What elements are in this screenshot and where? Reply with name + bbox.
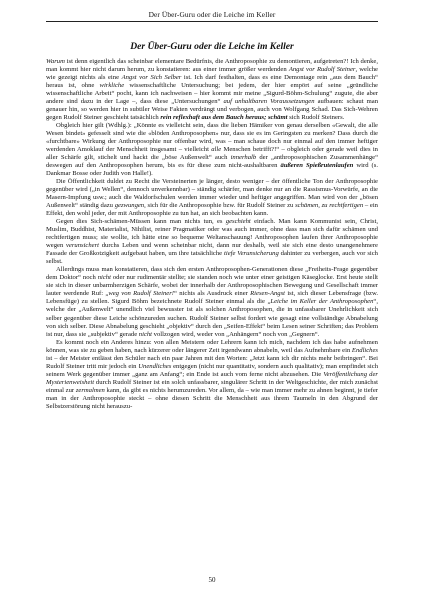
paragraph-text: dahinter zu verbergen, auch vor sich selbst. xyxy=(46,250,378,266)
paragraph-text: ist – der Meister entlässt den Schüler nach ein paar Jahren mit den Worten: „Jetzt kann ich dir nichts mehr beibringen“. Bei Rudolf Steiner tritt mir jedoch ein xyxy=(46,354,378,370)
emphasis-text: rein reflexhaft aus dem Bauch heraus; schämt xyxy=(160,114,288,122)
body-text xyxy=(46,58,378,411)
emphasis-text: Angst vor Rudolf Steiner xyxy=(288,66,356,74)
running-header: Der Über-Guru oder die Leiche im Keller xyxy=(148,10,276,19)
emphasis-text: äußeren Spießrutenlaufen xyxy=(280,162,354,170)
emphasis-text: tiefe Verunsicherung xyxy=(224,250,279,258)
paragraph xyxy=(46,122,378,178)
paragraph-text: ist, sich dieser Lebensfrage (bzw. Lebensfüge) zu stellen. Sigurd Böhm bezeichnete Rudolf Steiner einmal als die „ xyxy=(46,290,378,306)
emphasis-text: Endliches xyxy=(351,346,378,354)
paragraph-text: , welche wie gezeigt nichts als eine xyxy=(46,66,378,82)
paragraph-text: – ein Effekt, den wohl jeder, der mit Anthroposophie zu tun hat, an sich beobachten kann. xyxy=(46,202,378,218)
paragraph-text: , sich für die Anthroposophie bzw. für Rudolf Steiner zu xyxy=(144,202,296,210)
page-number: 50 xyxy=(208,576,216,584)
emphasis-text: nicht xyxy=(138,330,153,338)
emphasis-text: Angst vor Sich Selber xyxy=(121,74,182,82)
paragraph-text: “, welche der „Außenwelt“ unendlich viel bewusster ist als solchen Anthroposophen, die in unfassbarer Unehrlichkeit sich selber gegenüber diese Leiche schönzureden suchen. Rudolf Steiner selbst fordert wie gesagt eine vollständige Abnabelung von sich selber. Diese Abnabelung geschieht „objektiv“ durch den „Seifen-Effekt“ beim Lesen seiner Schriften; das Problem ist nur, dass sie „subjektiv“ gerade xyxy=(46,298,378,338)
emphasis-text: Riesen-Angst xyxy=(250,290,286,298)
emphasis-text: wirkliche xyxy=(99,82,125,90)
paragraph xyxy=(46,339,378,411)
paragraph xyxy=(46,266,378,338)
paragraph-text: Es kommt noch ein Anderes hinzu: von allen Meistern oder Lehrern kann ich mich, nachdem ich das habe aufnehmen können, was sie zu geben haben, nach kürzerer oder längerer Zeit irgendwann abnabeln, weil das Aufnehmbare ein xyxy=(46,338,378,354)
emphasis-text: alle xyxy=(211,146,222,154)
paragraph-text: Obgleich hier gilt (Wdhlg.): „Könnte es vielleicht sein, dass die lieben Hämiker von genau derselben «Gewalt, die alle Wesen bindet» gefesselt sind wie die «blöden Anthroposophen» nur, dass sie es im Geringsten zu merken? Dass durch die «furchtbare» Wirkung der Anthroposophie nur offenbar wird, was – man schaue doch nur einmal auf den immer heftiger werdenden Amoklauf der Menschheit insgesamt – vielleicht xyxy=(46,122,378,154)
paragraph-text: sich Rudolf Steiners. xyxy=(287,114,345,122)
paragraph-text: kann, da gibt es nichts herumzureden. Vor allem, da – wie man immer mehr zu ahnen beginnt, je tiefer man in der Anthroposophie steckt – ohne diesen Schritt die Menschheit aus ihrem Taumeln in den Abgrund der Selbstzerstörung nicht herauszu- xyxy=(46,386,378,410)
emphasis-text: geschieht xyxy=(225,218,251,226)
paragraph-text: ist. Ich darf festhalten, dass es eine Demontage rein „aus dem Bauch“ heraus ist, ohne xyxy=(46,74,378,90)
chapter-title: Der Über-Guru oder die Leiche im Keller xyxy=(130,41,294,52)
emphasis-text: auf unhaltbaren Voraussetzungen xyxy=(223,98,315,106)
paragraph-text: durch Rudolf Steiner ist ein solch unfassbarer, singulärer Schritt in der Weltgeschichte, der mich zunächst einmal zur xyxy=(46,378,378,394)
paragraph-text: oder nur rudimentär stellte; sie standen noch wie unter einer geistigen Käseglocke. Erst heute stellt sie sich in dieser unbarmherzigen Schärfe, wobei der innerhalb der Anthroposophischen Bewegung und Gesellschaft immer lauter werdende Ruf: „ xyxy=(46,274,379,298)
paragraph-text: Allerdings muss man konstatieren, dass sich den ersten Anthroposophen-Generationen diese „Freiheits-Frage gegenüber dem Doktor“ noch xyxy=(46,266,378,282)
paragraph-text: Die Öffentlichkeit duldet zu Recht die Versteinerten je länger, desto weniger – der öffentliche Ton der Anthroposophie gegenüber wird („in Wellen“, dennoch unverkennbar) – ständig schärfer, man denke nur an die Rassismus-Vorwürfe, an die Masern-Impfung usw.; auch die Waldorfschulen werden immer wieder und heftiger angegriffen. Man wird von der „bösen Außenwelt“ ständig dazu xyxy=(46,178,378,210)
emphasis-text: innerhalb xyxy=(230,154,257,162)
emphasis-text: Veröffentlichung der Mysterienweisheit xyxy=(46,370,378,386)
paragraph-text: wissenschaftliche Untersuchung; bei jedem, der hier empört auf seine „gründliche wissenschaftliche Arbeit“ pocht, kann ich nachweisen – hier kommt mir meine „Sigurd-Böhm-Schulung“ zugute, die aber andere sind dazu in der Lage –, dass diese „Untersuchungen“ xyxy=(46,82,378,106)
paragraph-text: Gegen dies Sich-schämen-Müssen kann man nichts tun, es xyxy=(56,218,226,226)
paragraph xyxy=(46,218,378,266)
emphasis-text: Warum xyxy=(46,58,65,65)
emphasis-text: verunsichert xyxy=(65,242,100,250)
paragraph-text: einfach. Man kann Kommunist sein, Christ, Muslim, Buddhist, Materialist, Nihilist, reiner Pragmatiker oder was auch immer, ohne dass man sich dafür schämen und rechtfertigen muss; sie wollte, ich hätte eine so bequeme Weltanschauung! Anthroposophen laufen ihrer Anthroposophie wegen xyxy=(46,218,378,250)
paragraph-text: aufbauen: schaut man genauer hin, so werden hier in subtiler Weise Fakten verdrängt und verbogen, auch von Wolfgang Schad. Das Sich-Wehren gegen Rudolf Steiner geschieht tatsächlich xyxy=(46,98,378,122)
emphasis-text: zermalmen xyxy=(75,386,105,394)
paragraph-text: “ nichts als Ausdruck einer xyxy=(174,290,251,298)
emphasis-text: Unendliches xyxy=(138,362,172,370)
paragraph-text: Menschen betrifft?!“ – obgleich oder gerade weil dies in aller Schärfe gilt, stichelt und hackt die „böse Außenwelt“ auch xyxy=(46,146,378,162)
emphasis-text: schämen, zu rechtfertigen xyxy=(295,202,364,210)
emphasis-text: nicht xyxy=(97,274,111,282)
emphasis-text: weg von Rudolf Steiner! xyxy=(108,290,174,298)
paragraph-text: entgegen (nicht nur quantitativ, sondern auch qualitativ); man empfindet sich seinem Werk gegenüber immer „ganz am Anfang“; ein Ende ist auch vom ferne nicht abzusehen. Die xyxy=(46,362,378,378)
paragraph-text: der „anthroposophischen Zusammenhänge“ deswegen auf den Anthroposophen herum, bis es für diese zum nicht-aushaltbaren xyxy=(46,154,379,170)
paragraph-text: vollzogen wird, weder von „Anhängern“ noch von „Gegnern“. xyxy=(152,330,320,338)
paragraph-text: ist denn eigentlich das scheinbar elementare Bedürfnis, die Anthroposophie zu demontieren, aufgetreten?! Ich denke, man kommt hier nicht darum herum, zu konstatieren: aus einer immer größer werdenden xyxy=(46,58,378,74)
paragraph-text: wird (s. Dankmar Bosse oder Judith von Halle!). xyxy=(46,162,378,178)
paragraph xyxy=(46,178,378,218)
emphasis-text: Leiche im Keller der Anthroposophen xyxy=(270,298,374,306)
paragraph xyxy=(46,58,378,122)
header-divider xyxy=(46,21,378,22)
paragraph-text: durchs Leben und wenn scheinbar nicht, dann nur deshalb, weil sie sich eine desto unangenehmere Fassade der Großkotzigkeit aufgebaut haben, um ihre tatsächliche xyxy=(46,242,378,258)
emphasis-text: gezwungen xyxy=(114,202,145,210)
